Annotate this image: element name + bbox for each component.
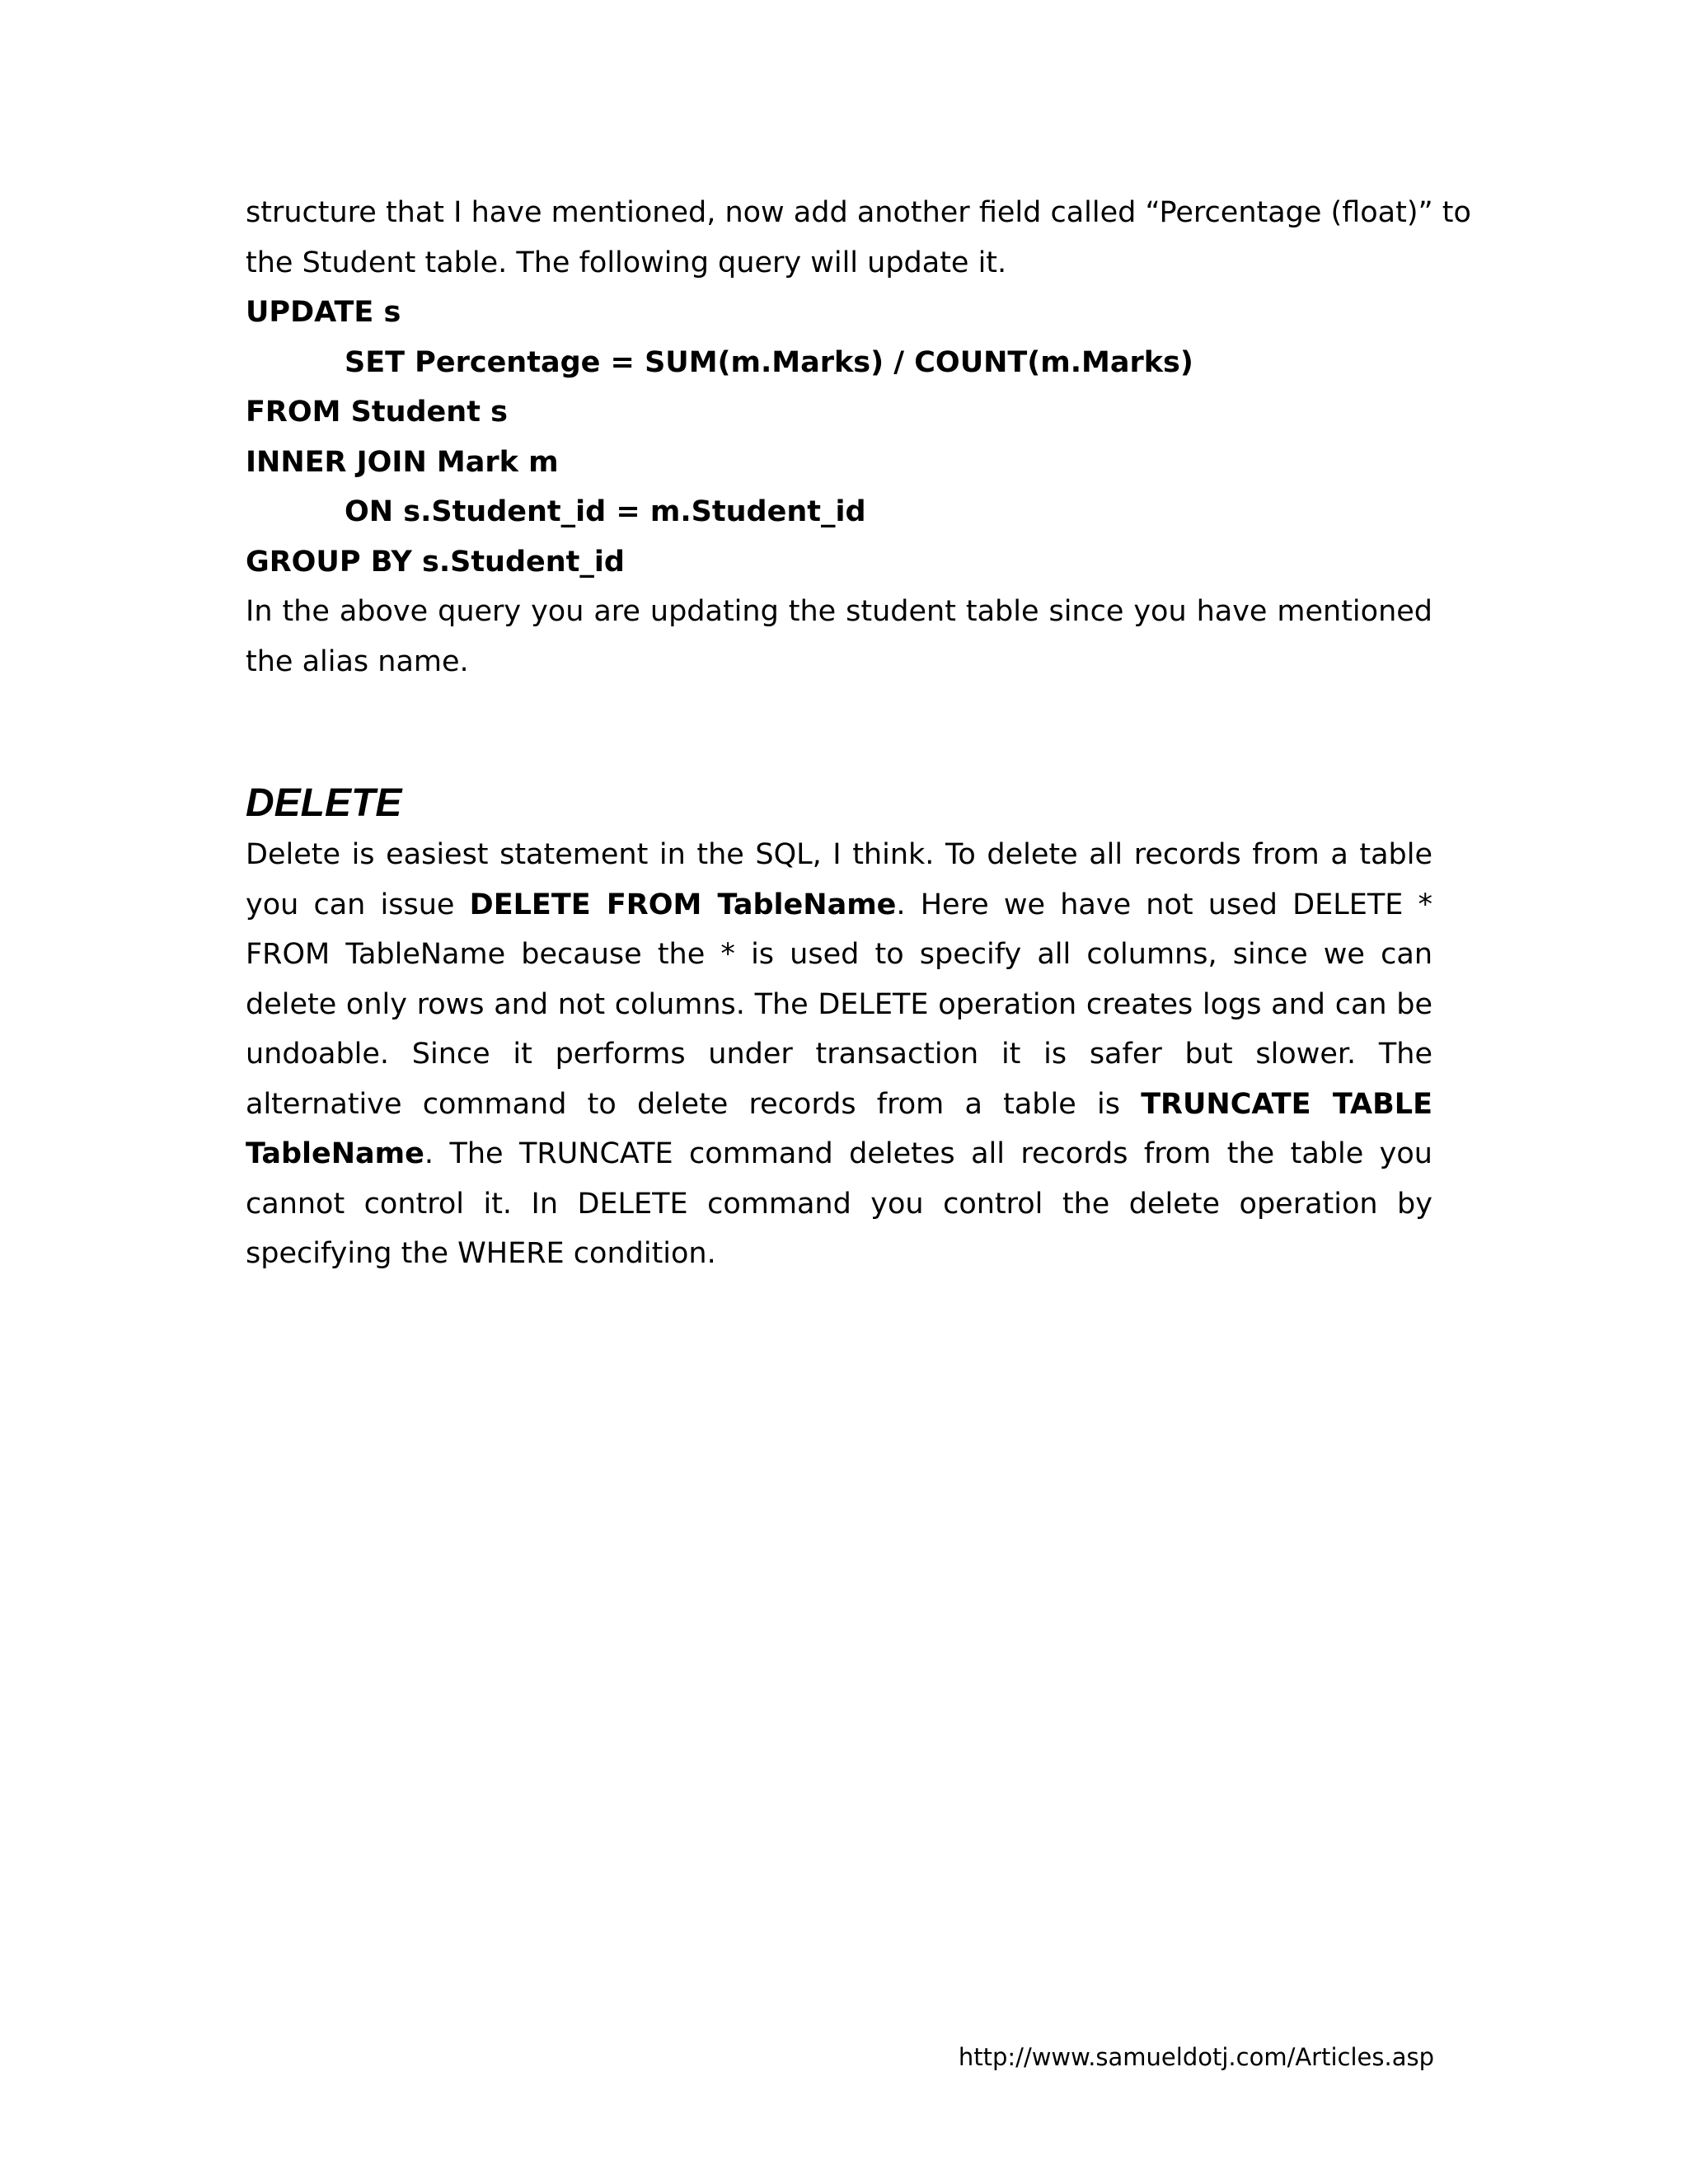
code-line-on: ON s.Student_id = m.Student_id: [345, 495, 866, 528]
code-line-update: UPDATE s: [246, 296, 401, 329]
delete-text-part-3: . The TRUNCATE command deletes all records from the table you cannot control it. In DELETE command you control the delete operation by specifying the WHERE condition.: [246, 1137, 1432, 1270]
footer-url: http://www.samueldotj.com/Articles.asp: [958, 2043, 1434, 2071]
code-line-groupby: GROUP BY s.Student_id: [246, 545, 625, 579]
code-line-set: SET Percentage = SUM(m.Marks) / COUNT(m.Marks): [345, 345, 1193, 379]
intro-line-1: structure that I have mentioned, now add another field called “Percentage (float)” to: [246, 196, 1471, 229]
intro-line-2: the Student table. The following query will update it.: [246, 246, 1007, 279]
explanation-paragraph: In the above query you are updating the student table since you have mentioned the alias name.: [246, 595, 1432, 678]
delete-text-part-1: Delete is easiest statement in the SQL, I think. To delete all records from a table you can issue: [246, 838, 1432, 921]
page-content: [246, 188, 1471, 1279]
sql-code-block: [246, 288, 1432, 587]
delete-paragraph: [246, 830, 1432, 1279]
code-line-join: INNER JOIN Mark m: [246, 445, 559, 479]
section-heading-delete: DELETE: [246, 781, 402, 825]
code-line-from: FROM Student s: [246, 396, 508, 429]
delete-command-bold: DELETE FROM TableName: [469, 888, 897, 921]
truncate-command-bold: TRUNCATE TABLE TableName: [246, 1087, 1432, 1170]
delete-text-part-2: . Here we have not used DELETE * FROM TableName because the * is used to specify all columns, since we can delete only rows and not columns. The DELETE operation creates logs and can be undoable. Since it performs under transaction it is safer but slower. The alternative command to delete records from a table is: [246, 888, 1432, 1121]
